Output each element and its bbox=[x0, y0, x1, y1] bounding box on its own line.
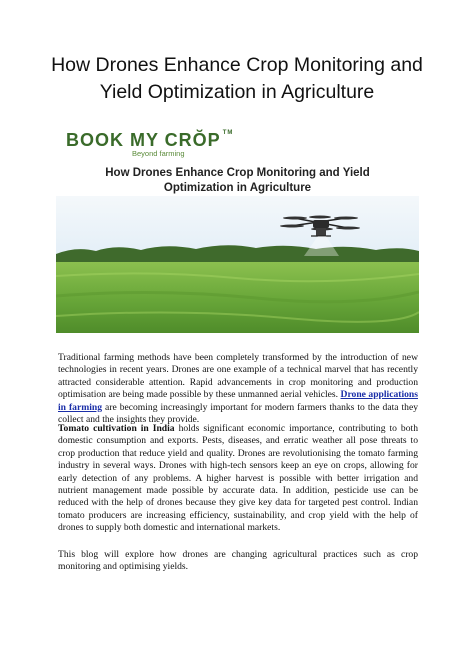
logo-tagline: Beyond farming bbox=[132, 149, 185, 158]
paragraph-tomato: Tomato cultivation in India holds significant economic importance, contributing to both domestic consumption and exports. Pests, diseases, and erratic weather all pose threats to crop production that reduce yield and quality. Drones are revolutionising the tomato farming industry in several ways. Drones with high-tech sensors keep an eye on crops, allowing for early detection of any problems. A higher harvest is possible with better irrigation and nutrient management made possible by accurate data. In addition, pesticide use can be reduced with the help of drones because they give key data for targeted pest control. Indian tomato producers are increasing efficiency, sustainability, and crop yield with the help of drones to supply both domestic and international markets. bbox=[58, 423, 418, 534]
brand-logo bbox=[66, 130, 233, 158]
document-title: How Drones Enhance Crop Monitoring and Yield Optimization in Agriculture bbox=[51, 54, 423, 103]
logo-text: BOOK MY CRŎP bbox=[66, 130, 221, 150]
banner-title: How Drones Enhance Crop Monitoring and Yield Optimization in Agriculture bbox=[105, 167, 370, 194]
article-banner bbox=[56, 120, 419, 333]
drone-field-photo bbox=[56, 196, 419, 333]
paragraph-outline: This blog will explore how drones are changing agricultural practices such as crop monitoring and optimising yields. bbox=[58, 549, 418, 573]
logo-trademark: TM bbox=[222, 130, 234, 136]
drone-applications-link[interactable]: Drone applications in farming bbox=[58, 389, 418, 413]
paragraph-intro: Traditional farming methods have been completely transformed by the introduction of new technologies in recent years. Drones are one example of a technical marvel that has recently attracted considerable attention. Rapid advancements in crop monitoring and production optimisation are being made possible by these unmanned aerial vehicles. Drone applications in farming are becoming increasingly important for modern farmers thanks to the data they collect and the insights they provide. bbox=[58, 352, 418, 426]
